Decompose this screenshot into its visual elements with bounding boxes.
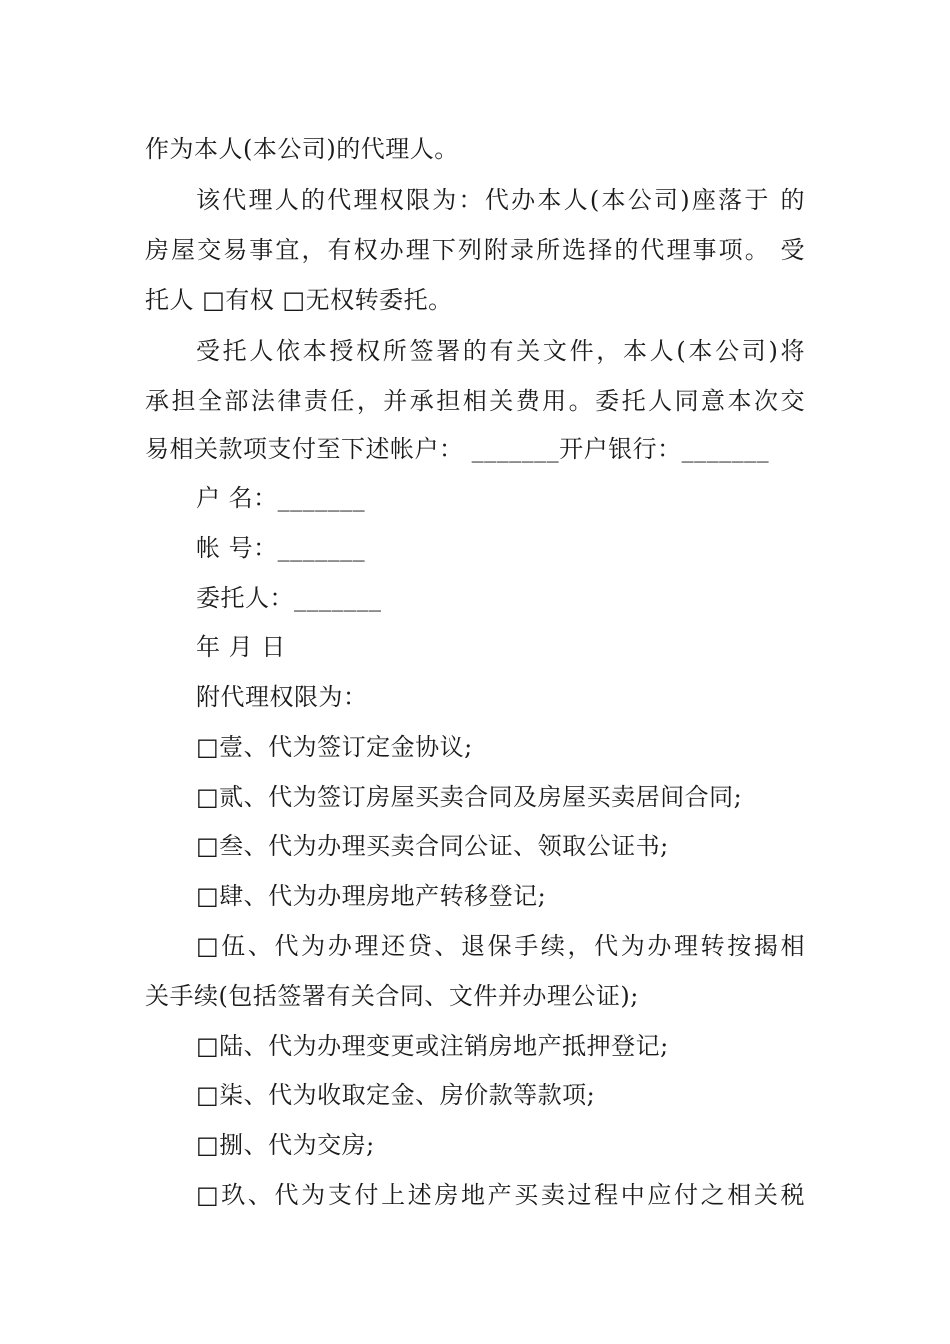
list-item: □壹、代为签订定金协议; bbox=[196, 733, 473, 761]
list-item: □贰、代为签订房屋买卖合同及房屋买卖居间合同; bbox=[196, 783, 743, 811]
list-item-continuation: 关手续(包括签署有关合同、文件并办理公证); bbox=[145, 982, 639, 1010]
paragraph-line: 承担全部法律责任，并承担相关费用。委托人同意本次交 bbox=[145, 387, 805, 415]
section-heading: 附代理权限为： bbox=[196, 683, 368, 711]
account-number-field: 帐 号：_______ bbox=[196, 534, 366, 562]
paragraph-line: 该代理人的代理权限为：代办本人(本公司)座落于 的 bbox=[196, 186, 805, 214]
list-item: □玖、代为支付上述房地产买卖过程中应付之相关税 bbox=[196, 1181, 805, 1209]
list-item: □肆、代为办理房地产转移登记; bbox=[196, 882, 547, 910]
paragraph-line: 作为本人(本公司)的代理人。 bbox=[145, 135, 459, 163]
paragraph-line: 房屋交易事宜，有权办理下列附录所选择的代理事项。 受 bbox=[145, 236, 805, 264]
paragraph-line: 易相关款项支付至下述帐户： _______开户银行：_______ bbox=[145, 435, 770, 463]
list-item: □伍、代为办理还贷、退保手续，代为办理转按揭相 bbox=[196, 932, 805, 960]
paragraph-line: 托人 □有权 □无权转委托。 bbox=[145, 286, 453, 314]
list-item: □陆、代为办理变更或注销房地产抵押登记; bbox=[196, 1032, 669, 1060]
paragraph-line: 受托人依本授权所签署的有关文件，本人(本公司)将 bbox=[196, 337, 805, 365]
date-field: 年 月 日 bbox=[196, 633, 286, 661]
principal-field: 委托人：_______ bbox=[196, 584, 382, 612]
list-item: □叁、代为办理买卖合同公证、领取公证书; bbox=[196, 832, 669, 860]
list-item: □捌、代为交房; bbox=[196, 1131, 375, 1159]
account-name-field: 户 名：_______ bbox=[196, 484, 366, 512]
list-item: □柒、代为收取定金、房价款等款项; bbox=[196, 1081, 596, 1109]
